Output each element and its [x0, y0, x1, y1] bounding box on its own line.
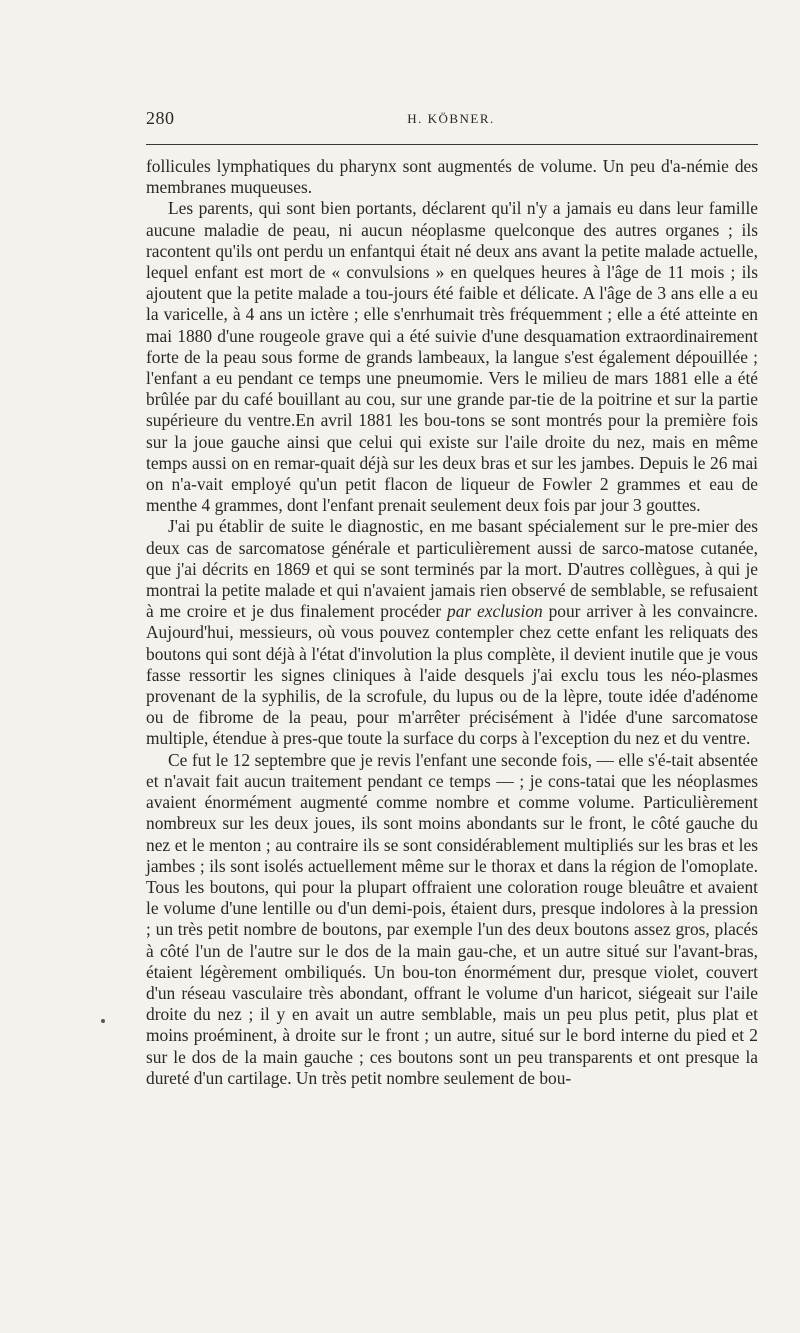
running-head	[146, 108, 756, 132]
paragraph-3-italic: par exclusion	[447, 601, 543, 622]
paragraph-1: follicules lymphatiques du pharynx sont augmentés de volume. Un peu d'a-némie des membranes muqueuses.	[146, 156, 758, 198]
paragraph-3	[146, 516, 758, 749]
margin-speck	[101, 1019, 105, 1023]
running-head-author: H. KÖBNER.	[407, 111, 495, 126]
paragraph-4: Ce fut le 12 septembre que je revis l'enfant une seconde fois, — elle s'é-tait absentée et n'avait fait aucun traitement pendant ce temps — ; je cons-tatai que les néoplasmes avaient énormément augmenté comme nombre et comme volume. Particulièrement nombreux sur les deux joues, ils sont moins abondants sur le front, le côté gauche du nez et le menton ; au contraire ils se sont considérablement multipliés sur les bras et les jambes ; ils sont isolés actuellement même sur le thorax et dans la région de l'omoplate. Tous les boutons, qui pour la plupart offraient une coloration rouge bleuâtre et avaient le volume d'une lentille ou d'un demi-pois, étaient durs, presque indolores à la pression ; un très petit nombre de boutons, par exemple l'un des deux boutons assez gros, placés à côté l'un de l'autre sur le dos de la main gau-che, et un autre situé sur l'avant-bras, étaient légèrement ombiliqués. Un bou-ton énormément dur, presque violet, couvert d'un réseau vasculaire très abondant, offrant le volume d'un haricot, siégeait sur l'aile droite du nez ; il y en avait un autre semblable, mais un peu plus petit, plus plat et moins proéminent, à droite sur le front ; un autre, situé sur le bord interne du pied et 2 sur le dos de la main gauche ; ces boutons sont un peu transparents et ont presque la dureté d'un cartilage. Un très petit nombre seulement de bou-	[146, 749, 758, 1088]
paragraph-3-before: J'ai pu établir de suite le diagnostic, en me basant spécialement sur le pre-mier des deux cas de sarcomatose générale et particulièrement aussi de sarco-matose cutanée, que j'ai décrits en 1869 et qui se sont terminés par la mort. D'autres collègues, à qui je montrai la petite malade et qui n'avaient jamais rien observé de semblable, se refusaient à me croire et je dus finalement procéder	[146, 516, 758, 622]
paragraph-3-after: pour arriver à les convaincre. Aujourd'hui, messieurs, où vous pouvez contempler chez cette enfant les reliquats des boutons qui sont déjà à l'état d'involution la plus complète, il devient inutile que je vous fasse ressortir les signes cliniques à l'aide desquels j'ai exclu tous les néo-plasmes provenant de la syphilis, de la scrofule, du lupus ou de la lèpre, toute idée d'adénome ou de fibrome de la peau, pour m'arrêter précisément à l'idée d'une sarcomatose multiple, étendue à pres-que toute la surface du corps à l'exception du nez et du ventre.	[146, 601, 758, 749]
paragraph-2: Les parents, qui sont bien portants, déclarent qu'il n'y a jamais eu dans leur famille aucune maladie de peau, ni aucun néoplasme quelconque des autres organes ; ils racontent qu'ils ont perdu un enfantqui était né deux ans avant la petite malade actuelle, lequel enfant est mort de « convulsions » en quelques heures à l'âge de 11 mois ; ils ajoutent que la petite malade a tou-jours été faible et délicate. A l'âge de 3 ans elle a eu la varicelle, à 4 ans un ictère ; elle s'enrhumait très fréquemment ; elle a été atteinte en mai 1880 d'une rougeole grave qui a été suivie d'une desquamation extraordinairement forte de la peau sous forme de grands lambeaux, la langue s'est également dépouillée ; l'enfant a eu pendant ce temps une pneumomie. Vers le milieu de mars 1881 elle a été brûlée par du café bouillant au cou, sur une grande par-tie de la poitrine et sur la partie supérieure du ventre.En avril 1881 les bou-tons se sont montrés pour la première fois sur la joue gauche ainsi que celui qui existe sur l'aile droite du nez, mais en même temps aussi on en remar-quait déjà sur les deux bras et sur les jambes. Depuis le 26 mai on n'a-vait employé qu'un petit flacon de liqueur de Fowler 2 grammes et eau de menthe 4 grammes, dont l'enfant prenait seulement deux fois par jour 3 gouttes.	[146, 198, 758, 516]
page-number: 280	[146, 108, 175, 128]
body-text	[146, 156, 758, 1089]
header-rule	[146, 144, 758, 145]
